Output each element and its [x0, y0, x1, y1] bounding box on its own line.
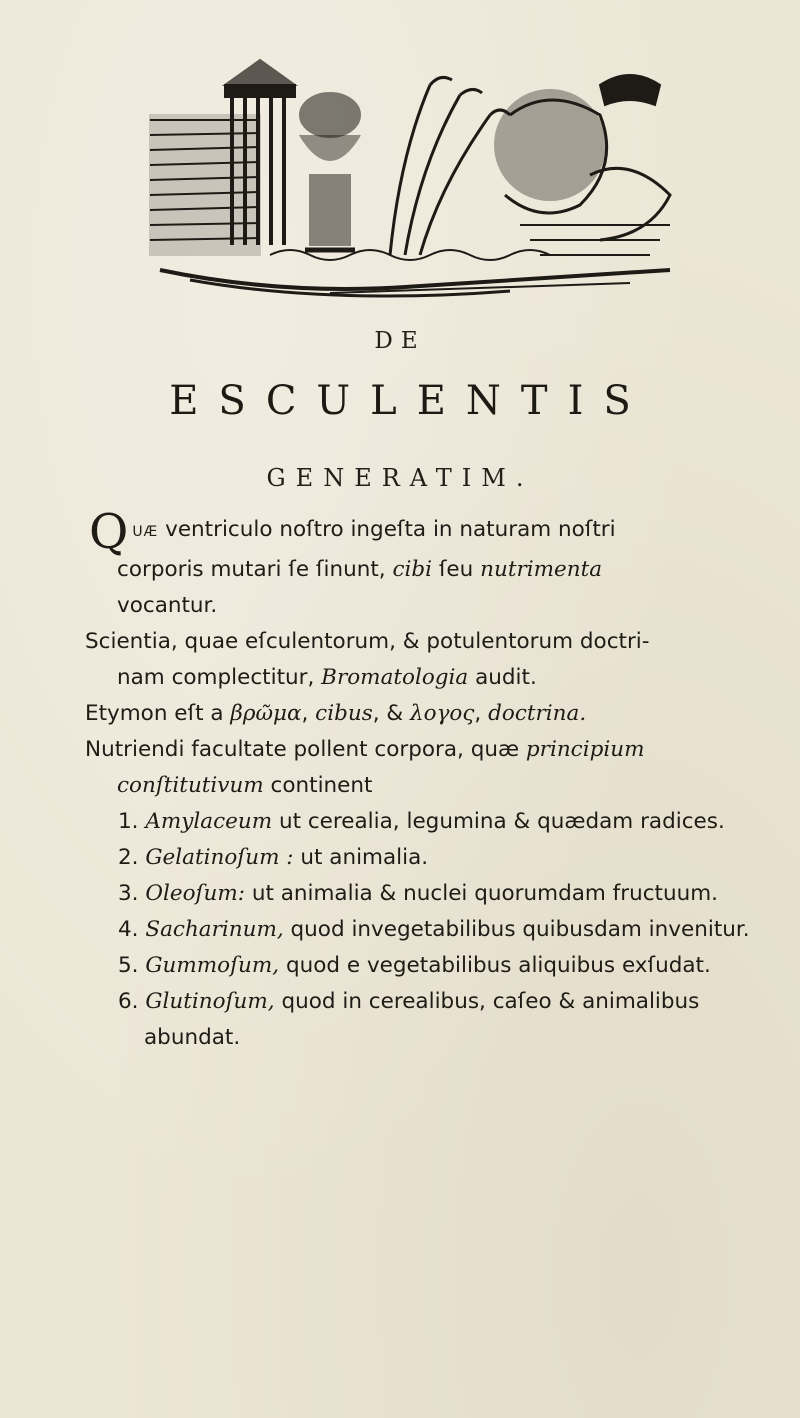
item-number: 6. [118, 989, 139, 1014]
page-title: ESCULENTIS [169, 378, 651, 424]
item-name: Sacharinum, [145, 917, 284, 942]
etymon-greek1: βρῶμα [230, 701, 302, 726]
intro-line3: vocantur. [117, 593, 218, 618]
drop-cap: Q [89, 504, 129, 560]
scientia-bromatologia: Bromatologia [321, 665, 469, 690]
item-text: quod e vegetabilibus aliquibus exſudat. [285, 953, 711, 978]
nutriendi-principium: principium [525, 737, 645, 762]
intro-seu: ſeu [438, 557, 474, 582]
etymon-cibus: cibus [315, 701, 373, 726]
item-number: 2. [118, 845, 139, 870]
scientia-line2a: nam complectitur, [117, 665, 315, 690]
intro-cibi: cibi [392, 557, 433, 582]
nutriendi-line1a: Nutriendi facultate pollent corpora, quæ [85, 737, 520, 762]
intro-line1: ventriculo noſtro ingeſta in naturam noſtri [165, 517, 616, 542]
item-text: ut animalia & nuclei quorumdam fructuum. [251, 881, 718, 906]
scientia-line1: Scientia, quae eſculentorum, & potulentorum doctri- [85, 629, 650, 654]
list-item [85, 876, 775, 912]
ornamental-engraving-icon [130, 55, 680, 300]
scientia-paragraph [85, 624, 775, 696]
nutriendi-paragraph [85, 732, 775, 804]
heading-de: DE [374, 328, 426, 354]
item-name: Oleoſum: [145, 881, 245, 906]
body-text [85, 504, 775, 1056]
item-text: quod in cerealibus, caſeo & animalibus abundat. [144, 989, 700, 1050]
item-number: 5. [118, 953, 139, 978]
item-text: quod invegetabilibus quibusdam invenitur. [290, 917, 750, 942]
list-item [85, 912, 775, 948]
nutriendi-continent: continent [270, 773, 373, 798]
item-name: Glutinoſum, [145, 989, 275, 1014]
list-item [85, 804, 775, 840]
etymon-doctrina: doctrina. [488, 701, 587, 726]
etymon-b: , & [372, 701, 404, 726]
page-subtitle: GENERATIM. [266, 464, 534, 492]
item-number: 1. [118, 809, 139, 834]
scientia-audit: audit. [475, 665, 537, 690]
nutriendi-constitutivum: conſtitutivum [117, 773, 264, 798]
etymon-a: Etymon eſt a [85, 701, 224, 726]
item-text: ut animalia. [300, 845, 429, 870]
item-name: Amylaceum [145, 809, 273, 834]
item-number: 3. [118, 881, 139, 906]
intro-line2a: corporis mutari ſe ſinunt, [117, 557, 386, 582]
list-item [85, 840, 775, 876]
etymon-paragraph [85, 696, 775, 732]
item-name: Gummoſum, [145, 953, 280, 978]
item-number: 4. [118, 917, 139, 942]
item-text: ut cerealia, legumina & quædam radices. [278, 809, 725, 834]
list-item [85, 948, 775, 984]
item-name: Gelatinoſum : [145, 845, 294, 870]
etymon-comma2: , [474, 701, 482, 726]
intro-nutrimenta: nutrimenta [480, 557, 603, 582]
list-item [85, 984, 775, 1056]
intro-smallcaps: UÆ [132, 524, 159, 540]
intro-paragraph [85, 504, 775, 624]
etymon-greek2: λογος [410, 701, 475, 726]
etymon-comma: , [301, 701, 309, 726]
